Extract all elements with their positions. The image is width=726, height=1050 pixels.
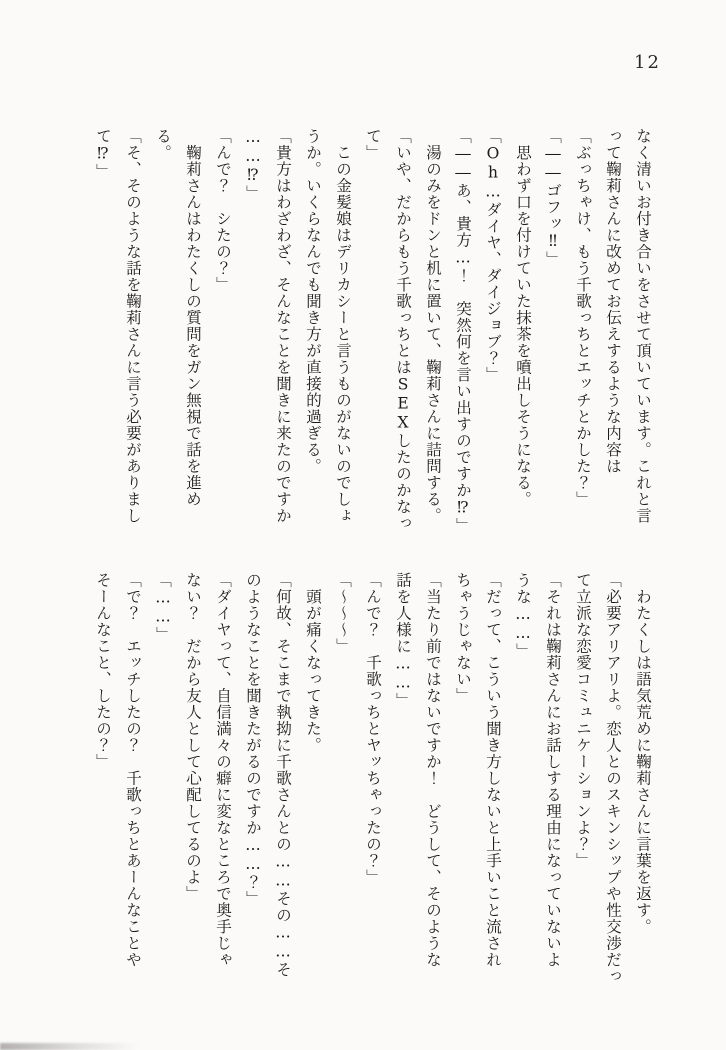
- text-column: 「何故、そこまで執拗に千歌さんとの……その……そ: [274, 572, 292, 978]
- text-column: 思わず口を付けていた抹茶を噴出しそうになる。: [514, 128, 532, 508]
- text-column: 「〜〜〜」: [334, 572, 352, 655]
- text-column: て立派な恋愛コミュニケーションよ？」: [574, 572, 592, 869]
- text-column: のようなことを聞きたがるのですか……？」: [244, 572, 262, 907]
- text-column: 「ダイヤって、自信満々の癖に変なところで奥手じゃ: [214, 572, 232, 968]
- text-column: 鞠莉さんはわたくしの質問をガン無視で話を進め: [184, 128, 202, 508]
- text-column: 「で？ エッチしたの？ 千歌っちとあーんなことや: [124, 572, 142, 968]
- text-column: うか。いくらなんでも聞き方が直接的過ぎる。: [304, 128, 322, 475]
- text-column: 「Oh…ダイヤ、ダイジョブ？」: [484, 128, 502, 383]
- top-text-block: [88, 128, 658, 534]
- text-column: ない？ だから友人として心配してるのよ」: [184, 572, 202, 902]
- text-column: そーんなこと、したの？」: [94, 572, 112, 770]
- text-column: この金髪娘はデリカシーと言うものがないのでしょ: [334, 128, 352, 524]
- text-column: 「だって、こういう聞き方しないと上手いこと流され: [484, 572, 502, 968]
- text-column: 「いや、だからもう千歌っちとはSEXしたのかなっ: [394, 128, 412, 532]
- text-column: 「当たり前ではないですか！ どうして、そのような: [424, 572, 442, 968]
- text-column: 「そ、そのような話を鞠莉さんに言う必要がありまし: [124, 128, 142, 524]
- text-column: 「……」: [154, 572, 172, 643]
- text-column: 「それは鞠莉さんにお話しする理由になっていないよ: [544, 572, 562, 968]
- text-column: なく清いお付き合いをさせて頂いています。これと言: [634, 128, 652, 524]
- page-number: 12: [634, 52, 661, 73]
- text-column: 「んで？ 千歌っちとヤッちゃったの？」: [364, 572, 382, 886]
- text-column: 湯のみをドンと机に置いて、鞠莉さんに詰問する。: [424, 128, 442, 524]
- text-column: 「ぶっちゃけ、もう千歌っちとエッチとかした？」: [574, 128, 592, 508]
- text-column: 「――あ、貴方…！ 突然何を言い出すのですか⁉」: [454, 128, 472, 534]
- bottom-text-block: [88, 572, 658, 988]
- text-column: 話を人様に……」: [394, 572, 412, 709]
- text-column: ちゃうじゃない」: [454, 572, 472, 704]
- text-column: る。: [154, 128, 172, 161]
- text-column: わたくしは語気荒めに鞠莉さんに言葉を返す。: [634, 572, 652, 935]
- text-column: 「貴方はわざわざ、そんなことを聞きに来たのですか: [274, 128, 292, 524]
- text-column: て」: [364, 128, 382, 161]
- text-column: 「必要アリアリよ。恋人とのスキンシップや性交渉だっ: [604, 572, 622, 985]
- text-column: って鞠莉さんに改めてお伝えするような内容は: [604, 128, 622, 475]
- scan-edge-artifact: [0, 1043, 140, 1050]
- text-column: ……⁉」: [244, 128, 262, 202]
- text-column: 「んで？ シたの？」: [214, 128, 232, 293]
- text-column: うな……」: [514, 572, 532, 660]
- text-column: て⁉」: [94, 128, 112, 180]
- text-column: 「――ゴフッ‼」: [544, 128, 562, 268]
- text-column: 頭が痛くなってきた。: [304, 572, 322, 754]
